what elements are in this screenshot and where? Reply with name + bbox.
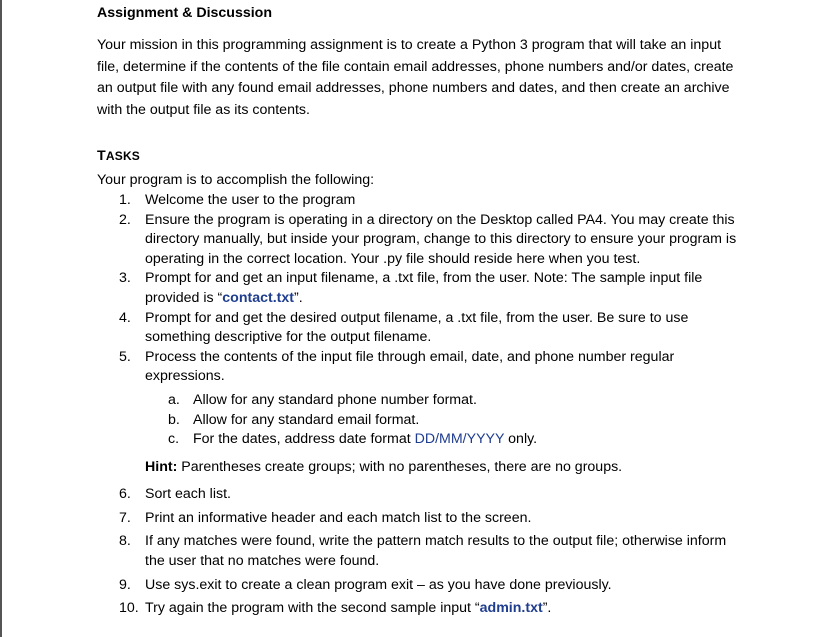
- page-left-border: [0, 0, 2, 637]
- task-item-6: [97, 485, 737, 505]
- subtask-letter: b.: [168, 411, 180, 428]
- task-item-2: [97, 211, 737, 270]
- task-text: If any matches were found, write the pattern match results to the output file; otherwise inform the user that no matches were found.: [145, 533, 727, 570]
- task-number: 7.: [119, 509, 131, 526]
- task-text-end: ”.: [542, 600, 552, 617]
- filename-highlight: admin.txt: [479, 600, 543, 617]
- task-number: 10.: [119, 600, 139, 617]
- hint-note: [145, 458, 737, 478]
- task-text: Prompt for and get the desired output filename, a .txt file, from the user. Be sure to use something descriptive for the output filename.: [145, 309, 689, 346]
- subtask-letter: c.: [168, 431, 180, 448]
- subtask-text: For the dates, address date format: [193, 431, 415, 448]
- task-text: Welcome the user to the program: [145, 191, 356, 208]
- subtask-list: [145, 391, 737, 450]
- task-item-8: [97, 532, 737, 571]
- hint-text: Parentheses create groups; with no parentheses, there are no groups.: [177, 458, 623, 475]
- task-item-7: [97, 509, 737, 529]
- task-text: Try again the program with the second sample input “: [145, 600, 480, 617]
- task-number: 4.: [119, 309, 131, 326]
- task-number: 2.: [119, 211, 131, 228]
- intro-paragraph: Your mission in this programming assignment is to create a Python 3 program that will take an input file, determine if the contents of the file contain email addresses, phone numbers and/or dates, create an output file with any found email addresses, phone numbers and dates, and then create an archive with the output file as its contents.: [97, 37, 734, 118]
- task-item-5: [97, 348, 737, 478]
- tasks-intro: Your program is to accomplish the following:: [97, 172, 375, 189]
- tasks-heading-initial: T: [97, 148, 106, 165]
- task-text: Use sys.exit to create a clean program exit – as you have done previously.: [145, 576, 612, 593]
- task-number: 3.: [119, 270, 131, 287]
- subtask-letter: a.: [168, 391, 180, 408]
- task-text: Sort each list.: [145, 486, 231, 503]
- task-text: Process the contents of the input file through email, date, and phone number regular expressions.: [145, 348, 675, 385]
- subtask-item-c: [145, 430, 737, 450]
- subtask-text: Allow for any standard phone number format.: [193, 391, 477, 408]
- task-number: 6.: [119, 486, 131, 503]
- subtask-text-end: only.: [504, 431, 538, 448]
- task-item-9: [97, 576, 737, 596]
- task-text: Prompt for and get an input filename, a .txt file, from the user. Note: The sample input file provided is “: [145, 270, 703, 306]
- task-item-10: [97, 599, 737, 619]
- tasks-heading: [97, 147, 737, 165]
- task-item-1: [97, 191, 737, 211]
- tasks-heading-rest: ASKS: [105, 149, 141, 164]
- task-number: 9.: [119, 576, 131, 593]
- task-text-end: ”.: [294, 289, 303, 306]
- task-text: Print an informative header and each match list to the screen.: [145, 509, 532, 526]
- filename-highlight: contact.txt: [222, 289, 295, 306]
- subtask-item-b: [145, 411, 737, 431]
- date-format-highlight: DD/MM/YYYY: [414, 431, 505, 448]
- task-list: [97, 191, 737, 619]
- hint-label: Hint:: [145, 458, 178, 475]
- task-item-3: [97, 269, 737, 308]
- task-number: 8.: [119, 533, 131, 550]
- task-text: Ensure the program is operating in a directory on the Desktop called PA4. You may create this directory manually, but inside your program, change to this directory to ensure your program is operating in the correct location. Your .py file should reside here when you test.: [145, 211, 737, 267]
- task-item-4: [97, 309, 737, 348]
- task-number: 5.: [119, 348, 131, 365]
- section-title: Assignment & Discussion: [97, 5, 273, 21]
- task-number: 1.: [119, 191, 131, 208]
- subtask-text: Allow for any standard email format.: [193, 411, 420, 428]
- subtask-item-a: [145, 391, 737, 411]
- document-body: [97, 4, 737, 619]
